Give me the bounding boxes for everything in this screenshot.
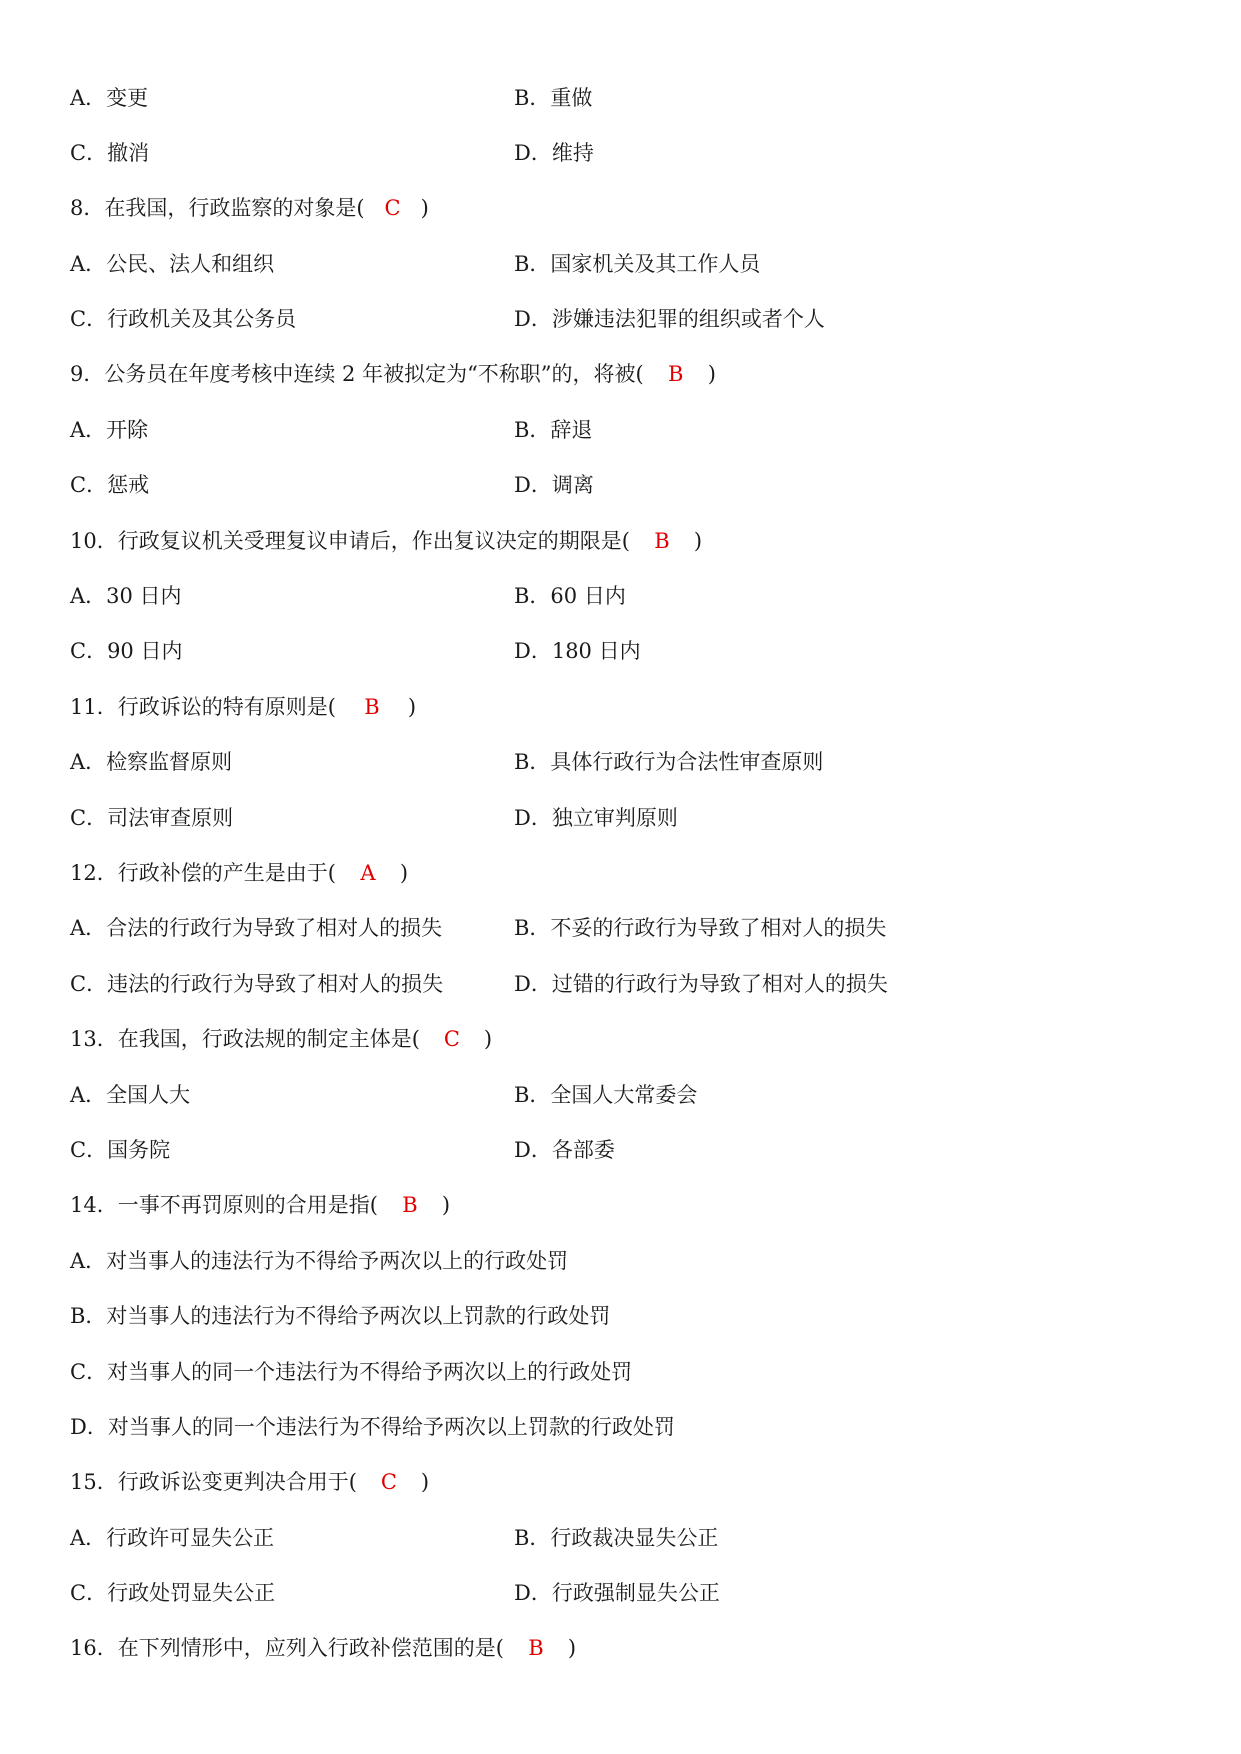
q10-option-a: A．30 日内 bbox=[70, 584, 182, 608]
q9-option-a: A．开除 bbox=[70, 418, 149, 442]
q13-stem bbox=[70, 1025, 492, 1053]
q10-answer: B bbox=[654, 529, 670, 553]
q12-close: ) bbox=[399, 861, 409, 885]
q12-option-a: A．合法的行政行为导致了相对人的损失 bbox=[70, 916, 443, 940]
q9-stem bbox=[70, 360, 716, 388]
q14-close: ) bbox=[441, 1193, 451, 1217]
q8-stem bbox=[70, 194, 429, 222]
q8-close: ) bbox=[420, 196, 429, 220]
q8-option-b: B．国家机关及其工作人员 bbox=[514, 252, 761, 276]
q11-answer: B bbox=[364, 695, 380, 719]
q11-option-b: B．具体行政行为合法性审查原则 bbox=[514, 750, 824, 774]
q9-option-b: B．辞退 bbox=[514, 418, 593, 442]
q8-option-c: C．行政机关及其公务员 bbox=[70, 307, 297, 331]
q8-stem-text: 8．在我国，行政监察的对象是( bbox=[70, 196, 365, 220]
q14-option-b: B．对当事人的违法行为不得给予两次以上罚款的行政处罚 bbox=[70, 1304, 611, 1328]
q13-option-c: C．国务院 bbox=[70, 1138, 171, 1162]
q13-option-d: D．各部委 bbox=[514, 1138, 615, 1162]
q15-stem-text: 15．行政诉讼变更判决合用于( bbox=[70, 1470, 357, 1494]
q9-answer: B bbox=[668, 362, 684, 386]
q15-option-d: D．行政强制显失公正 bbox=[514, 1581, 720, 1605]
q16-answer: B bbox=[528, 1636, 544, 1660]
q11-stem-text: 11．行政诉讼的特有原则是( bbox=[70, 695, 336, 719]
q12-answer: A bbox=[360, 861, 376, 885]
q15-stem bbox=[70, 1468, 429, 1496]
q9-stem-text: 9．公务员在年度考核中连续 2 年被拟定为“不称职”的，将被( bbox=[70, 362, 644, 386]
q16-close: ) bbox=[567, 1636, 577, 1660]
q10-close: ) bbox=[693, 529, 703, 553]
q12-stem-text: 12．行政补偿的产生是由于( bbox=[70, 861, 336, 885]
q14-option-d: D．对当事人的同一个违法行为不得给予两次以上罚款的行政处罚 bbox=[70, 1415, 675, 1439]
q10-stem bbox=[70, 527, 702, 555]
q15-answer: C bbox=[380, 1470, 397, 1494]
q13-answer: C bbox=[443, 1027, 460, 1051]
q11-stem bbox=[70, 693, 416, 721]
q14-option-c: C．对当事人的同一个违法行为不得给予两次以上的行政处罚 bbox=[70, 1360, 633, 1384]
q7-option-a: A．变更 bbox=[70, 86, 149, 110]
q12-stem bbox=[70, 859, 408, 887]
q13-option-b: B．全国人大常委会 bbox=[514, 1083, 698, 1107]
q8-option-d: D．涉嫌违法犯罪的组织或者个人 bbox=[514, 307, 825, 331]
q9-close: ) bbox=[707, 362, 716, 386]
q9-option-d: D．调离 bbox=[514, 473, 594, 497]
q11-option-c: C．司法审查原则 bbox=[70, 806, 234, 830]
q10-option-c: C．90 日内 bbox=[70, 639, 183, 663]
q14-stem bbox=[70, 1191, 450, 1219]
q11-close: ) bbox=[407, 695, 417, 719]
q10-stem-text: 10．行政复议机关受理复议申请后，作出复议决定的期限是( bbox=[70, 529, 630, 553]
q14-stem-text: 14．一事不再罚原则的合用是指( bbox=[70, 1193, 378, 1217]
q11-option-a: A．检察监督原则 bbox=[70, 750, 233, 774]
q15-option-a: A．行政许可显失公正 bbox=[70, 1526, 275, 1550]
q12-option-d: D．过错的行政行为导致了相对人的损失 bbox=[514, 972, 888, 996]
q13-close: ) bbox=[483, 1027, 493, 1051]
q12-option-c: C．违法的行政行为导致了相对人的损失 bbox=[70, 972, 444, 996]
q13-option-a: A．全国人大 bbox=[70, 1083, 191, 1107]
q7-option-b: B．重做 bbox=[514, 86, 593, 110]
q9-option-c: C．惩戒 bbox=[70, 473, 150, 497]
q15-option-b: B．行政裁决显失公正 bbox=[514, 1526, 719, 1550]
q14-option-a: A．对当事人的违法行为不得给予两次以上的行政处罚 bbox=[70, 1249, 569, 1273]
q11-option-d: D．独立审判原则 bbox=[514, 806, 678, 830]
q14-answer: B bbox=[402, 1193, 418, 1217]
q12-option-b: B．不妥的行政行为导致了相对人的损失 bbox=[514, 916, 887, 940]
q16-stem bbox=[70, 1634, 576, 1662]
q15-option-c: C．行政处罚显失公正 bbox=[70, 1581, 276, 1605]
q10-option-b: B．60 日内 bbox=[514, 584, 626, 608]
q8-option-a: A．公民、法人和组织 bbox=[70, 252, 275, 276]
q7-option-c: C．撤消 bbox=[70, 141, 150, 165]
q10-option-d: D．180 日内 bbox=[514, 639, 641, 663]
q7-option-d: D．维持 bbox=[514, 141, 594, 165]
q16-stem-text: 16．在下列情形中，应列入行政补偿范围的是( bbox=[70, 1636, 504, 1660]
q13-stem-text: 13．在我国，行政法规的制定主体是( bbox=[70, 1027, 420, 1051]
q8-answer: C bbox=[384, 196, 401, 220]
q15-close: ) bbox=[420, 1470, 430, 1494]
